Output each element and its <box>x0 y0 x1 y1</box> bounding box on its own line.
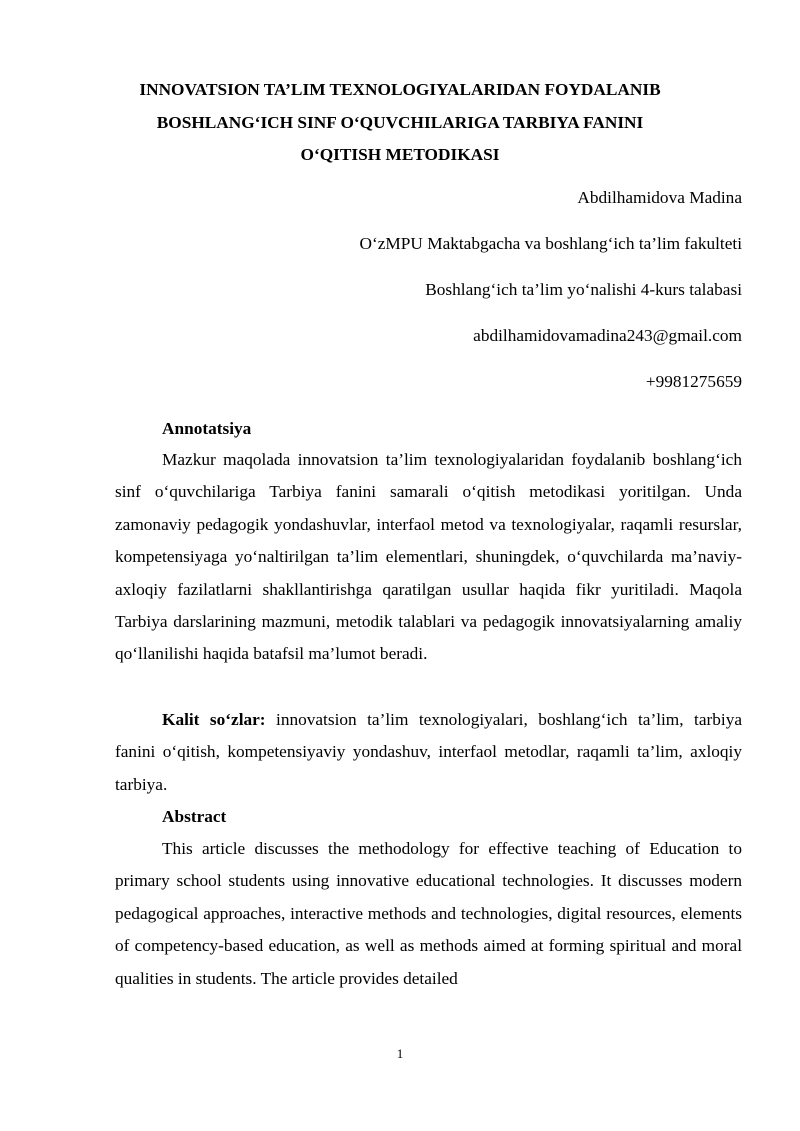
title-line-2: BOSHLANG‘ICH SINF O‘QUVCHILARIGA TARBIYA FANINI <box>156 112 644 132</box>
abstract-heading: Abstract <box>162 807 227 826</box>
author-program: Boshlang‘ich ta’lim yo‘nalishi 4-kurs talabasi <box>425 280 742 299</box>
keywords-text: innovatsion ta’lim texnologiyalari, boshlang‘ich ta’lim, tarbiya fanini o‘qitish, kompetensiyaviy yondashuv, interfaol metodlar, raqamli ta’lim, axloqiy tarbiya. <box>115 710 743 794</box>
abstract-text: This article discusses the methodology for effective teaching of Education to primary school students using innovative educational technologies. It discusses modern pedagogical approaches, interactive methods and technologies, digital resources, elements of competency-based education, as well as methods aimed at forming spiritual and moral qualities in students. The article provides detailed <box>115 839 742 988</box>
title-line-1: INNOVATSION TA’LIM TEXNOLOGIYALARIDAN FOYDALANIB <box>139 80 661 99</box>
paper-title <box>100 74 700 172</box>
author-name: Abdilhamidova Madina <box>577 188 742 207</box>
author-phone: +9981275659 <box>645 372 742 391</box>
keywords-paragraph <box>115 704 742 801</box>
annotation-text: Mazkur maqolada innovatsion ta’lim texnologiyalaridan foydalanib boshlang‘ich sinf o‘quvchilariga Tarbiya fanini samarali o‘qitish metodikasi yoritilgan. Unda zamonaviy pedagogik yondashuvlar, interfaol metod va texnologiyalar, raqamli resurslar, kompetensiyaga yo‘naltirilgan ta’lim elementlari, shuningdek, o‘quvchilarda ma’naviy-axloqiy fazilatlarni shakllantirishga qaratilgan usullar haqida fikr yuritiladi. Maqola Tarbiya darslarining mazmuni, metodik talablari va pedagogik innovatsiyalarning amaliy qo‘llanilishi haqida batafsil ma’lumot beradi. <box>115 450 742 664</box>
page-number: 1 <box>396 1046 404 1061</box>
keywords-label: Kalit so‘zlar: <box>162 710 266 729</box>
author-affiliation: O‘zMPU Maktabgacha va boshlang‘ich ta’lim fakulteti <box>359 234 742 253</box>
annotation-heading: Annotatsiya <box>162 419 252 438</box>
author-email[interactable]: abdilhamidovamadina243@gmail.com <box>473 326 742 345</box>
title-line-3: O‘QITISH METODIKASI <box>300 145 500 164</box>
